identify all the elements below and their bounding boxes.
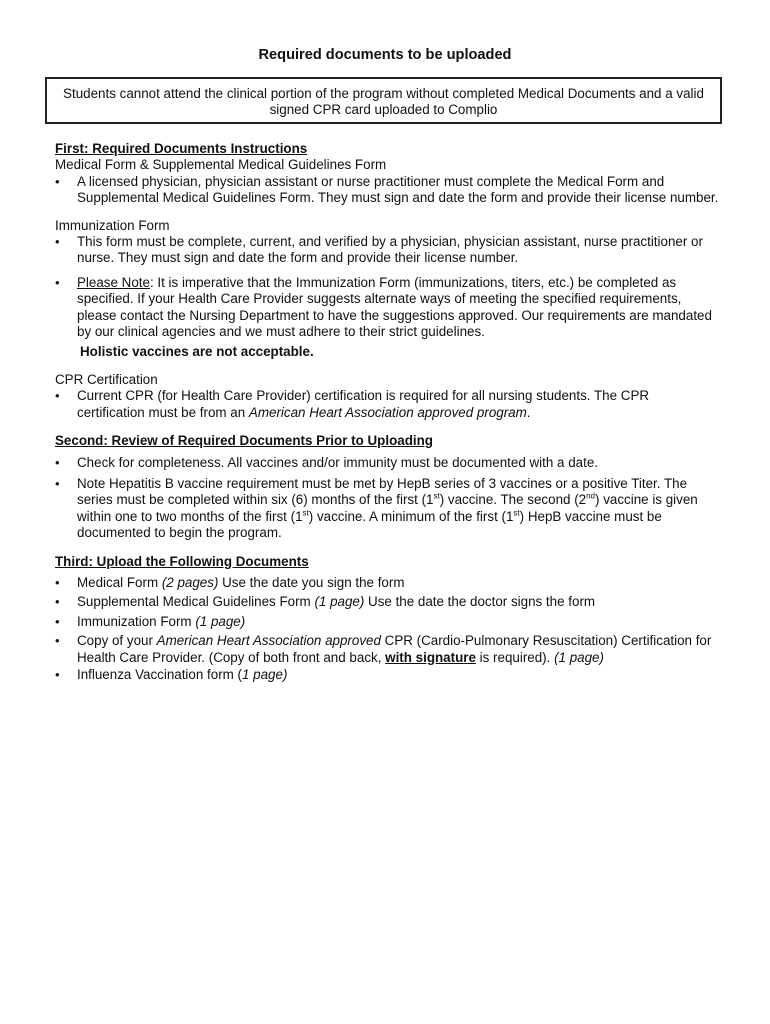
cpr-list [55, 388, 720, 421]
document-content [55, 141, 720, 683]
medical-form-label: Medical Form & Supplemental Medical Guidelines Form [55, 157, 387, 173]
notice-box: Students cannot attend the clinical portion of the program without completed Medical Documents and a valid signed CPR card uploaded to Complio [45, 77, 722, 124]
section-second-heading: Second: Review of Required Documents Prior to Uploading [55, 433, 433, 449]
hepatitis-b-item: • Note Hepatitis B vaccine requirement must be met by HepB series of 3 vaccines or a positive Titer. The series must be completed within six (6) months of the first (1st) vaccine. The second (2nd) vaccine is given within one to two months of the first (1st) vaccine. A minimum of the first (1st) HepB vaccine must be documented to begin the program. [55, 476, 720, 542]
list-item: • Copy of your American Heart Association approved CPR (Cardio-Pulmonary Resuscitation) Certification for Health Care Provider. (Copy of both front and back, with signature is required). (1 page) [55, 633, 720, 666]
list-item: • Check for completeness. All vaccines and/or immunity must be documented with a date. [55, 455, 720, 471]
list-item: • Influenza Vaccination form (1 page) [55, 667, 720, 683]
list-item: • Supplemental Medical Guidelines Form (1 page) Use the date the doctor signs the form [55, 594, 720, 610]
page-title: Required documents to be uploaded [258, 47, 512, 63]
please-note-text: : It is imperative that the Immunization Form (immunizations, titers, etc.) be completed as specified. If your Health Care Provider suggests alternate ways of meeting the specified requirements, please contact the Nursing Department to have the suggestions approved. Our requirements are mandated by our clinical agencies and we must adhere to their strict guidelines. [77, 274, 712, 340]
list-item: • Immunization Form (1 page) [55, 614, 720, 630]
immunization-list [55, 234, 720, 340]
section-first-heading: First: Required Documents Instructions [55, 141, 308, 156]
section-third-heading: Third: Upload the Following Documents [55, 553, 309, 569]
review-list [55, 455, 720, 542]
upload-list [55, 575, 720, 683]
immunization-form-label: Immunization Form [55, 217, 170, 233]
holistic-warning: Holistic vaccines are not acceptable. [80, 344, 314, 360]
please-note-item [55, 275, 720, 341]
list-item: • This form must be complete, current, and verified by a physician, physician assistant, nurse practitioner or nurse. They must sign and date the form and provide their license number. [55, 234, 720, 267]
cpr-label: CPR Certification [55, 371, 158, 387]
list-item: • A licensed physician, physician assistant or nurse practitioner must complete the Medical Form and Supplemental Medical Guidelines Form. They must sign and date the form and provide their license number. [55, 174, 720, 207]
medical-form-list [55, 174, 720, 207]
list-item: • Medical Form (2 pages) Use the date you sign the form [55, 575, 720, 591]
please-note-label: Please Note [77, 274, 150, 290]
list-item: • Current CPR (for Health Care Provider) certification is required for all nursing students. The CPR certification must be from an American Heart Association approved program. [55, 388, 720, 421]
